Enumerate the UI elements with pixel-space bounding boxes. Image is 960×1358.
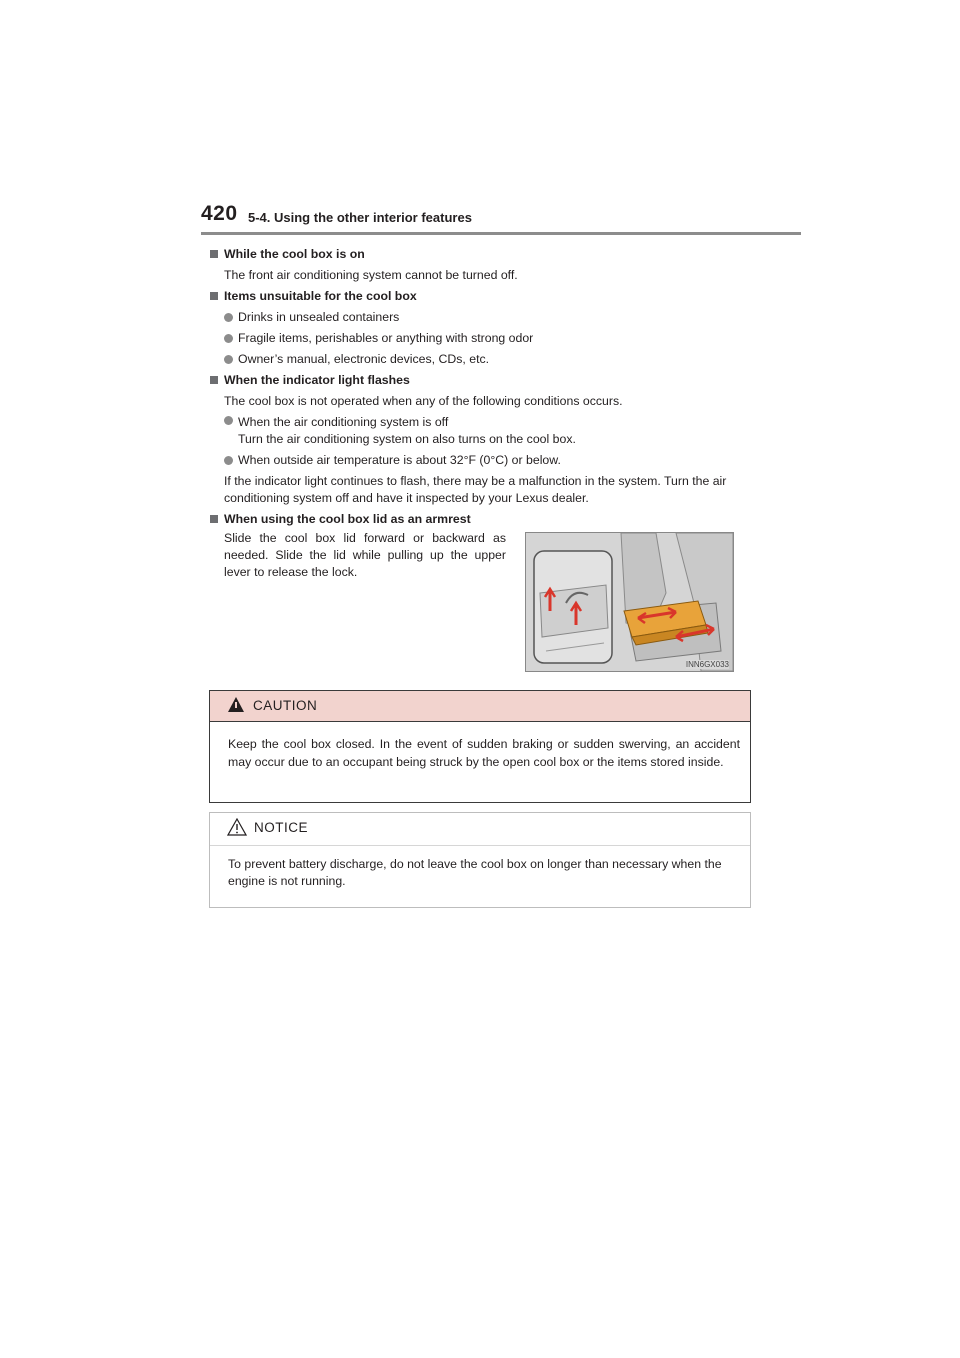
warning-outline-icon xyxy=(227,818,247,836)
list-item-text: When outside air temperature is about 32°F (0°C) or below. xyxy=(238,453,561,467)
caution-label: CAUTION xyxy=(253,698,318,713)
square-bullet-icon xyxy=(210,292,218,300)
list-item xyxy=(210,412,750,450)
list-item xyxy=(210,307,750,328)
square-bullet-icon xyxy=(210,376,218,384)
caution-text: Keep the cool box closed. In the event of sudden braking or sudden swerving, an accident may occur due to an occupant being struck by the open cool box or the items stored inside. xyxy=(228,737,740,769)
illustration-code: INN6GX033 xyxy=(685,660,729,669)
list-item-text: Drinks in unsealed containers xyxy=(238,310,400,324)
circle-bullet-icon xyxy=(224,313,233,322)
page-header xyxy=(201,202,801,236)
header-divider xyxy=(201,232,801,235)
paragraph: The cool box is not operated when any of the following conditions occurs. xyxy=(224,394,623,408)
paragraph: If the indicator light continues to flash, there may be a malfunction in the system. Turn the air conditioning system off and have it inspected by your Lexus dealer. xyxy=(224,474,727,505)
list-item-text: When the air conditioning system is off xyxy=(238,415,449,429)
notice-box xyxy=(209,812,751,908)
main-content xyxy=(210,244,750,530)
heading-text: When using the cool box lid as an armrest xyxy=(224,512,471,526)
heading-unsuitable-items xyxy=(210,286,750,307)
notice-header xyxy=(210,813,750,846)
list-item-text: Owner’s manual, electronic devices, CDs, etc. xyxy=(238,352,490,366)
cool-box-lid-drawing xyxy=(526,533,733,671)
list-item xyxy=(210,328,750,349)
circle-bullet-icon xyxy=(224,334,233,343)
heading-text: When the indicator light flashes xyxy=(224,373,410,387)
paragraph: The front air conditioning system cannot be turned off. xyxy=(224,268,518,282)
caution-box xyxy=(209,690,751,803)
page-number: 420 xyxy=(201,202,238,225)
caution-header xyxy=(210,691,750,722)
list-item xyxy=(210,349,750,370)
square-bullet-icon xyxy=(210,515,218,523)
circle-bullet-icon xyxy=(224,456,233,465)
circle-bullet-icon xyxy=(224,416,233,425)
section-title: 5-4. Using the other interior features xyxy=(248,210,472,225)
heading-armrest xyxy=(210,509,750,530)
list-item-subtext: Turn the air conditioning system on also turns on the cool box. xyxy=(238,432,576,446)
warning-icon xyxy=(228,697,244,712)
armrest-illustration xyxy=(525,532,734,672)
heading-indicator-flashes xyxy=(210,370,750,391)
list-item xyxy=(210,450,750,471)
heading-text: While the cool box is on xyxy=(224,247,365,261)
heading-cool-box-on xyxy=(210,244,750,265)
notice-text: To prevent battery discharge, do not leave the cool box on longer than necessary when the engine is not running. xyxy=(228,857,722,888)
heading-text: Items unsuitable for the cool box xyxy=(224,289,417,303)
square-bullet-icon xyxy=(210,250,218,258)
armrest-paragraph: Slide the cool box lid forward or backward as needed. Slide the lid while pulling up the upper lever to release the lock. xyxy=(224,531,506,579)
circle-bullet-icon xyxy=(224,355,233,364)
list-item-text: Fragile items, perishables or anything with strong odor xyxy=(238,331,534,345)
notice-label: NOTICE xyxy=(254,820,309,835)
